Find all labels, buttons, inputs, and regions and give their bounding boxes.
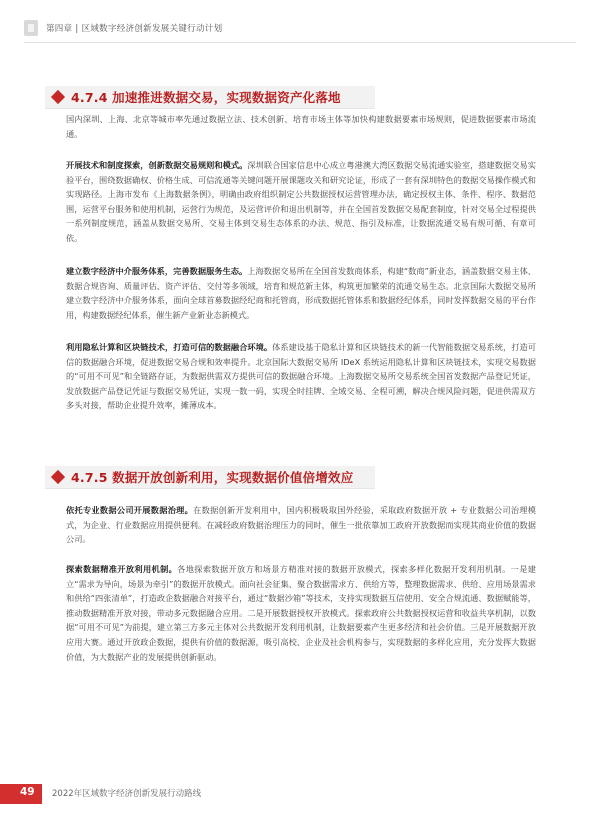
- chapter-icon: [24, 20, 38, 36]
- chapter-title: 第四章 | 区域数字经济创新发展关键行动计划: [46, 24, 223, 34]
- diamond-marker-icon: [51, 90, 65, 104]
- paragraph: [66, 503, 536, 547]
- header-divider: [24, 42, 576, 43]
- paragraph-lead: 利用隐私计算和区块链技术，打造可信的数据融合环境。: [66, 342, 273, 352]
- section-title: 4.7.5 数据开放创新利用，实现数据价值倍增效应: [71, 470, 354, 485]
- paragraph-lead: 开展技术和制度探索，创新数据交易规则和模式。: [66, 160, 248, 170]
- page-footer: [0, 774, 600, 814]
- paragraph-body: 各地探索数据开放方和场景方精准对接的数据开放模式，探索多样化数据开发利用机制。一是建立“需求为导向，场景为牵引”的数据开放模式。面向社会征集、聚合数据需求方、供给方等，整理数据需求、供给、应用场景需求和供给“四张清单”，打造政企数据融合对接平台，通过“数据沙箱”等技术，支持实现数据互信使用、安全合规流通、数据赋能等，推动数据精准开放对接，带动多元数据融合应用。二是开展数据授权开放模式。探索政府公共数据授权运营和收益共享机制，以数据“可用不可见”为前提，建立第三方多元主体对公共数据开发利用机制，让数据要素产生更多经济和社会价值。三是开展数据开放应用大赛。通过开放政企数据，提供有价值的数据源，吸引高校、企业及社会机构参与，实现数据的多样化应用，充分发挥大数据价值，为大数据产业的发展提供创新驱动。: [66, 564, 536, 662]
- paragraph-body: 在数据创新开发利用中，国内积极吸取国外经验，采取政府数据开放 + 专业数据公司治理模式，为企业、行业数据应用提供便利。在减轻政府数据治理压力的同时，催生一批依靠加工政府开放数据而实现其商业价值的数据公司。: [66, 505, 536, 545]
- paragraph: [66, 562, 536, 664]
- paragraph-lead: 探索数据精准开放利用机制。: [66, 564, 178, 574]
- paragraph: [66, 340, 536, 413]
- paragraph-body: 体系建设基于隐私计算和区块链技术的新一代智能数据交易系统，打造可信的数据融合环境，促进数据交易合规和效率提升。北京国际大数据交易所 IDeX 系统运用隐私计算和区块链技术，实现交易数据的“可用不可见”和全链路存证，为数据供需双方提供可信的数据融合环境。上海数据交易所交易系统全国首发数据产品登记凭证，发放数据产品登记凭证与数据交易凭证，实现一数一码，实现全时挂牌、全域交易、全程可溯，解决合规风险问题，促进供需双方多头对接，帮助企业提升效率，摊薄成本。: [66, 342, 536, 411]
- page-number: 49: [20, 786, 35, 798]
- paragraph-lead: 建立数字经济中介服务体系，完善数据服务生态。: [66, 266, 248, 276]
- paragraph: [66, 158, 536, 246]
- paragraph-body: 上海数据交易所在全国首发数商体系，构建“数商”新业态，涵盖数据交易主体、数据合规咨询、质量评估、资产评估、交付等多领域，培育和规范新主体，构筑更加繁荣的流通交易生态。北京国际大数据交易所建立数字经济中介服务体系，面向全球首募数据经纪商和托管商，形成数据托管体系和数据经纪体系，同时发挥数据交易的平台作用，构建数据经纪体系，催生新产业新业态新模式。: [66, 266, 536, 320]
- section-heading-475: [45, 466, 375, 489]
- paragraph: [66, 264, 536, 322]
- diamond-marker-icon: [51, 470, 65, 484]
- section-heading-474: [45, 86, 375, 109]
- intro-paragraph: 国内深圳、上海、北京等城市率先通过数据立法、技术创新、培育市场主体等加快构建数据要素市场规则，促进数据要素市场流通。: [66, 114, 536, 139]
- document-title: 2022年区域数字经济创新发展行动路线: [52, 789, 202, 799]
- paragraph-lead: 依托专业数据公司开展数据治理。: [66, 505, 194, 515]
- paragraph-body: 深圳联合国家信息中心成立粤港澳大湾区数据交易流通实验室，搭建数据交易实验平台，围绕数据确权、价格生成、可信流通等关键问题开展课题攻关和研究论证，形成了一套有深圳特色的数据交易操作模式和实现路径。上海市发布《上海数据条例》，明确由政府组织制定公共数据授权运营管理办法，确定授权主体、条件、程序、数据范围，运营平台服务和使用机制，运营行为规范，及运营评价和退出机制等，并在全国首发数据交易配套制度，针对交易全过程提供一系列制度规范，涵盖从数据交易所、交易主体到交易生态体系的办法、规范、指引及标准，让数据流通交易有规可循、有章可依。: [66, 160, 536, 243]
- section-title: 4.7.4 加速推进数据交易，实现数据资产化落地: [71, 90, 341, 105]
- page-header: [24, 18, 576, 38]
